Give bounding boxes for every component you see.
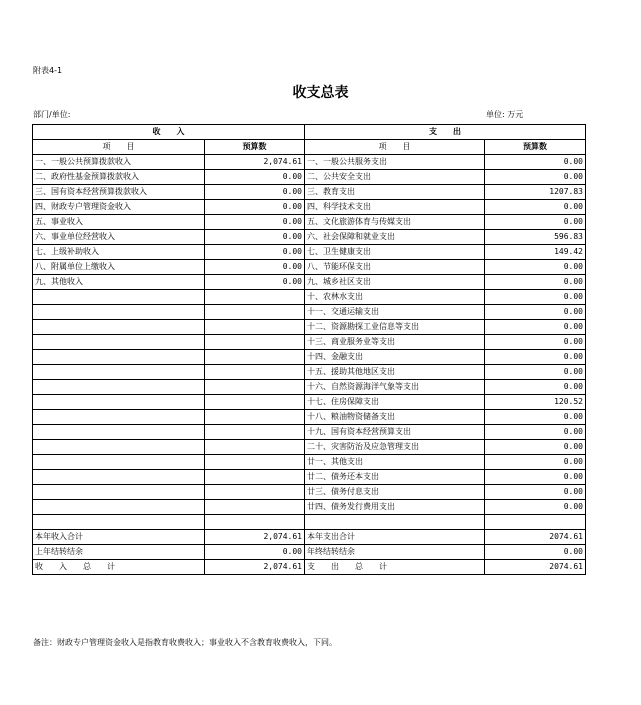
table-row: [33, 290, 586, 305]
expense-item-cell: 七、卫生健康支出: [305, 245, 485, 260]
income-value-cell: 0.00: [205, 275, 305, 290]
income-item-cell: [33, 320, 205, 335]
expense-value-cell: 0.00: [485, 485, 586, 500]
table-row: [33, 320, 586, 335]
income-item-cell: [33, 335, 205, 350]
expense-value-cell: 0.00: [485, 350, 586, 365]
income-value-cell: [205, 500, 305, 515]
table-row: [33, 530, 586, 545]
expense-value-cell: 0.00: [485, 335, 586, 350]
income-value-cell: [205, 395, 305, 410]
income-expense-table: [32, 124, 586, 575]
table-row: [33, 380, 586, 395]
expense-item-cell: 三、教育支出: [305, 185, 485, 200]
income-value-cell: 0.00: [205, 545, 305, 560]
expense-item-cell: 廿二、债务还本支出: [305, 470, 485, 485]
income-item-cell: 上年结转结余: [33, 545, 205, 560]
income-value-cell: 0.00: [205, 230, 305, 245]
income-value-cell: [205, 410, 305, 425]
table-row: [33, 425, 586, 440]
income-value-cell: [205, 515, 305, 530]
expense-item-cell: 十四、金融支出: [305, 350, 485, 365]
expense-value-cell: 0.00: [485, 440, 586, 455]
expense-value-cell: 596.83: [485, 230, 586, 245]
expense-item-cell: 二、公共安全支出: [305, 170, 485, 185]
expense-item-cell: 二十、灾害防治及应急管理支出: [305, 440, 485, 455]
expense-value-cell: 0.00: [485, 320, 586, 335]
table-row: [33, 455, 586, 470]
expense-value-cell: 1207.83: [485, 185, 586, 200]
table-row: [33, 260, 586, 275]
income-value-cell: 0.00: [205, 260, 305, 275]
expense-value-cell: [485, 515, 586, 530]
expense-budget-header: 预算数: [485, 140, 586, 155]
expense-value-cell: 0.00: [485, 500, 586, 515]
income-item-cell: [33, 305, 205, 320]
income-item-cell: 八、附属单位上缴收入: [33, 260, 205, 275]
income-item-cell: 五、事业收入: [33, 215, 205, 230]
income-item-cell: 六、事业单位经营收入: [33, 230, 205, 245]
table-row: [33, 200, 586, 215]
income-item-cell: 九、其他收入: [33, 275, 205, 290]
table-row: [33, 185, 586, 200]
income-item-cell: [33, 365, 205, 380]
table-row: [33, 335, 586, 350]
income-value-cell: [205, 455, 305, 470]
income-item-cell: [33, 395, 205, 410]
income-item-cell: [33, 500, 205, 515]
income-value-cell: 0.00: [205, 215, 305, 230]
expense-value-cell: 0.00: [485, 170, 586, 185]
income-value-cell: [205, 380, 305, 395]
expense-value-cell: 0.00: [485, 155, 586, 170]
expense-item-cell: 十七、住房保障支出: [305, 395, 485, 410]
income-item-cell: 二、政府性基金预算拨款收入: [33, 170, 205, 185]
expense-item-cell: 四、科学技术支出: [305, 200, 485, 215]
expense-item-cell: 十三、商业服务业等支出: [305, 335, 485, 350]
expense-value-cell: 2074.61: [485, 530, 586, 545]
income-value-cell: 2,074.61: [205, 155, 305, 170]
income-value-cell: [205, 335, 305, 350]
expense-value-cell: 0.00: [485, 425, 586, 440]
income-budget-header: 预算数: [205, 140, 305, 155]
income-value-cell: 0.00: [205, 245, 305, 260]
income-item-cell: [33, 470, 205, 485]
expense-item-cell: 年终结转结余: [305, 545, 485, 560]
income-item-cell: [33, 515, 205, 530]
income-item-cell: 一、一般公共预算拨款收入: [33, 155, 205, 170]
income-item-cell: [33, 455, 205, 470]
income-item-header: 项 目: [33, 140, 205, 155]
table-row: [33, 350, 586, 365]
header-row-sub: [33, 140, 586, 155]
expense-item-cell: 廿四、债务发行费用支出: [305, 500, 485, 515]
expense-value-cell: 2074.61: [485, 560, 586, 575]
expense-item-cell: 十五、援助其他地区支出: [305, 365, 485, 380]
expense-value-cell: 0.00: [485, 455, 586, 470]
income-item-cell: [33, 350, 205, 365]
table-row: [33, 485, 586, 500]
expense-item-cell: 八、节能环保支出: [305, 260, 485, 275]
table-row: [33, 245, 586, 260]
table-row: [33, 170, 586, 185]
table-row: [33, 500, 586, 515]
expense-item-header: 项 目: [305, 140, 485, 155]
expense-value-cell: 0.00: [485, 365, 586, 380]
table-row: [33, 560, 586, 575]
table-row: [33, 275, 586, 290]
unit-label: 单位: 万元: [486, 110, 524, 119]
income-item-cell: [33, 440, 205, 455]
expense-value-cell: 149.42: [485, 245, 586, 260]
expense-item-cell: 十二、资源勘探工业信息等支出: [305, 320, 485, 335]
expense-item-cell: [305, 515, 485, 530]
income-value-cell: 2,074.61: [205, 560, 305, 575]
expense-item-cell: 十一、交通运输支出: [305, 305, 485, 320]
income-item-cell: 三、国有资本经营预算拨款收入: [33, 185, 205, 200]
income-value-cell: [205, 365, 305, 380]
expense-header: 支 出: [305, 125, 586, 140]
table-row: [33, 410, 586, 425]
form-number: 附表4-1: [33, 66, 63, 75]
expense-value-cell: 0.00: [485, 275, 586, 290]
income-item-cell: [33, 425, 205, 440]
expense-item-cell: 支 出 总 计: [305, 560, 485, 575]
income-value-cell: 2,074.61: [205, 530, 305, 545]
expense-value-cell: 0.00: [485, 200, 586, 215]
table-row: [33, 515, 586, 530]
income-value-cell: [205, 470, 305, 485]
expense-value-cell: 120.52: [485, 395, 586, 410]
income-value-cell: [205, 440, 305, 455]
expense-item-cell: 本年支出合计: [305, 530, 485, 545]
table-row: [33, 440, 586, 455]
table-row: [33, 545, 586, 560]
page-title: 收支总表: [292, 85, 349, 101]
income-item-cell: 七、上级补助收入: [33, 245, 205, 260]
expense-value-cell: 0.00: [485, 470, 586, 485]
expense-value-cell: 0.00: [485, 305, 586, 320]
income-header: 收 入: [33, 125, 305, 140]
table-row: [33, 155, 586, 170]
expense-item-cell: 十、农林水支出: [305, 290, 485, 305]
income-value-cell: [205, 425, 305, 440]
expense-value-cell: 0.00: [485, 380, 586, 395]
table-row: [33, 230, 586, 245]
header-row-top: [33, 125, 586, 140]
expense-item-cell: 一、一般公共服务支出: [305, 155, 485, 170]
expense-item-cell: 五、文化旅游体育与传媒支出: [305, 215, 485, 230]
expense-value-cell: 0.00: [485, 545, 586, 560]
income-item-cell: [33, 290, 205, 305]
expense-item-cell: 十九、国有资本经营预算支出: [305, 425, 485, 440]
expense-item-cell: 十八、粮油物资储备支出: [305, 410, 485, 425]
table-row: [33, 305, 586, 320]
income-value-cell: [205, 290, 305, 305]
table-row: [33, 395, 586, 410]
expense-item-cell: 六、社会保障和就业支出: [305, 230, 485, 245]
income-value-cell: [205, 320, 305, 335]
income-item-cell: 四、财政专户管理资金收入: [33, 200, 205, 215]
income-value-cell: 0.00: [205, 170, 305, 185]
income-item-cell: [33, 485, 205, 500]
income-value-cell: [205, 485, 305, 500]
expense-value-cell: 0.00: [485, 410, 586, 425]
income-item-cell: [33, 380, 205, 395]
income-value-cell: [205, 305, 305, 320]
table-row: [33, 215, 586, 230]
expense-value-cell: 0.00: [485, 290, 586, 305]
expense-value-cell: 0.00: [485, 215, 586, 230]
income-value-cell: 0.00: [205, 185, 305, 200]
department-label: 部门/单位:: [33, 110, 71, 119]
expense-value-cell: 0.00: [485, 260, 586, 275]
footnote: 备注：财政专户管理资金收入是指教育收费收入；事业收入不含教育收费收入，下同。: [33, 638, 337, 647]
expense-item-cell: 廿三、债务付息支出: [305, 485, 485, 500]
income-value-cell: 0.00: [205, 200, 305, 215]
expense-item-cell: 九、城乡社区支出: [305, 275, 485, 290]
income-item-cell: 收 入 总 计: [33, 560, 205, 575]
table-row: [33, 365, 586, 380]
income-value-cell: [205, 350, 305, 365]
expense-item-cell: 十六、自然资源海洋气象等支出: [305, 380, 485, 395]
expense-item-cell: 廿一、其他支出: [305, 455, 485, 470]
income-item-cell: 本年收入合计: [33, 530, 205, 545]
income-item-cell: [33, 410, 205, 425]
table-row: [33, 470, 586, 485]
